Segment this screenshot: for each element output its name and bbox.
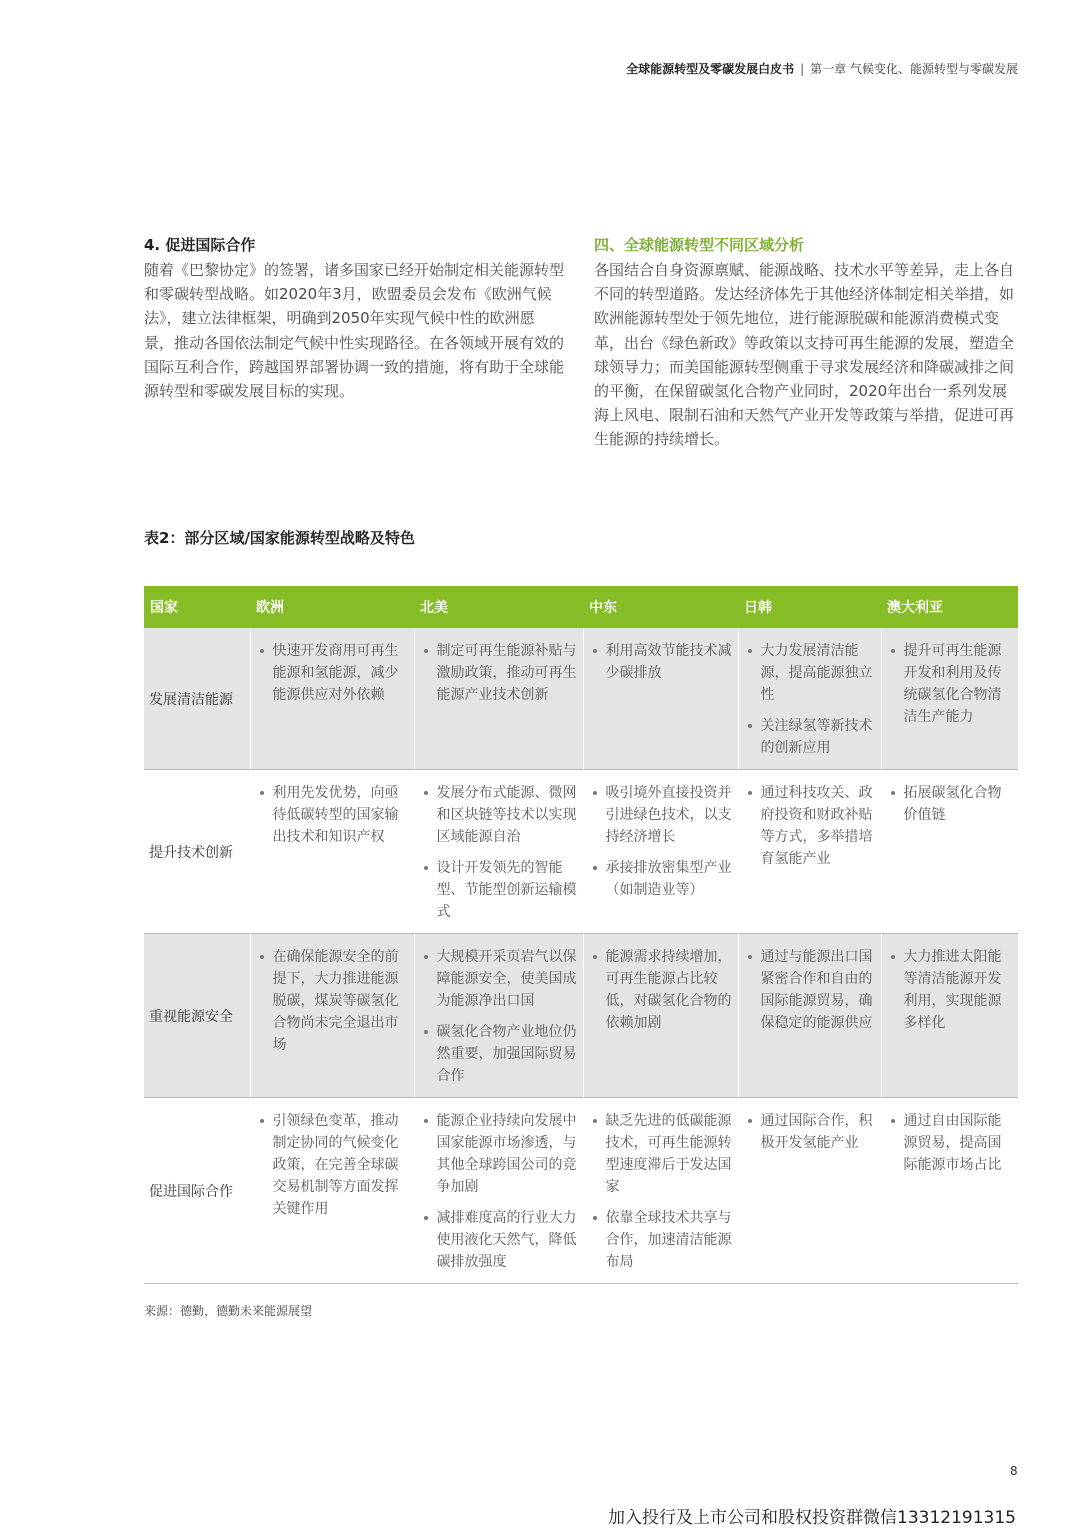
bullet-item: 大力发展清洁能源，提高能源独立性 (745, 640, 875, 706)
table-cell (583, 1098, 738, 1284)
bullet-item: 在确保能源安全的前提下，大力推进能源脱碳，煤炭等碳氢化合物尚未完全退出市场 (257, 946, 408, 1056)
bullet-item: 通过自由国际能源贸易，提高国际能源市场占比 (888, 1110, 1013, 1176)
header-separator: | (800, 62, 805, 76)
table-cell (250, 934, 414, 1098)
header-australia: 澳大利亚 (881, 586, 1018, 628)
bullet-item: 引领绿色变革，推动制定协同的气候变化政策，在完善全球碳交易机制等方面发挥关键作用 (257, 1110, 408, 1220)
table-header-row (144, 586, 1018, 628)
section-body-regional-analysis: 各国结合自身资源禀赋、能源战略、技术水平等差异，走上各自不同的转型道路。发达经济体先于其他经济体制定相关举措，如欧洲能源转型处于领先地位，进行能源脱碳和能源消费模式变革，出台《绿色新政》等政策以支持可再生能源的发展，塑造全球领导力；而美国能源转型侧重于寻求发展经济和降碳减排之间的平衡，在保留碳氢化合物产业同时，2020年出台一系列发展海上风电、限制石油和天然气产业开发等政策与举措，促进可再生能源的持续增长。 (594, 261, 1015, 449)
table-row (144, 934, 1018, 1098)
bullet-item: 通过与能源出口国紧密合作和自由的国际能源贸易，确保稳定的能源供应 (745, 946, 875, 1034)
bullet-item: 发展分布式能源、微网和区块链等技术以实现区域能源自治 (421, 782, 577, 848)
bullet-item: 利用先发优势，向亟待低碳转型的国家输出技术和知识产权 (257, 782, 408, 848)
table-cell (881, 770, 1018, 934)
table-cell (583, 628, 738, 770)
table-cell (881, 934, 1018, 1098)
header-country: 国家 (144, 586, 250, 628)
bullet-item: 大力推进太阳能等清洁能源开发利用，实现能源多样化 (888, 946, 1013, 1034)
table-cell (881, 628, 1018, 770)
table-row (144, 770, 1018, 934)
footer-watermark-note: 加入投行及上市公司和股权投资群微信13312191315 (608, 1508, 1016, 1528)
bullet-item: 依靠全球技术共享与合作，加速清洁能源布局 (590, 1207, 732, 1273)
table-cell (738, 1098, 881, 1284)
table-cell (583, 934, 738, 1098)
table-cell (414, 934, 583, 1098)
bullet-item: 制定可再生能源补贴与激励政策，推动可再生能源产业技术创新 (421, 640, 577, 706)
right-column (594, 234, 1016, 452)
left-column (144, 234, 564, 403)
bullet-item: 缺乏先进的低碳能源技术，可再生能源转型速度滞后于发达国家 (590, 1110, 732, 1198)
header-north-america: 北美 (414, 586, 583, 628)
header-japan-korea: 日韩 (738, 586, 881, 628)
table-cell (738, 628, 881, 770)
running-header (626, 60, 1018, 77)
bullet-item: 利用高效节能技术减少碳排放 (590, 640, 732, 684)
bullet-item: 吸引境外直接投资并引进绿色技术，以支持经济增长 (590, 782, 732, 848)
table-row (144, 628, 1018, 770)
table-cell (414, 1098, 583, 1284)
bullet-item: 提升可再生能源开发和利用及传统碳氢化合物清洁生产能力 (888, 640, 1013, 728)
bullet-item: 通过科技攻关、政府投资和财政补贴等方式，多举措培育氢能产业 (745, 782, 875, 870)
table-cell (583, 770, 738, 934)
book-title: 全球能源转型及零碳发展白皮书 (626, 62, 795, 76)
strategy-table (144, 586, 1018, 1284)
bullet-item: 大规模开采页岩气以保障能源安全，使美国成为能源净出口国 (421, 946, 577, 1012)
chapter-title: 第一章 气候变化、能源转型与零碳发展 (810, 62, 1018, 76)
header-middle-east: 中东 (583, 586, 738, 628)
table-cell (738, 934, 881, 1098)
bullet-item: 设计开发领先的智能型、节能型创新运输模式 (421, 857, 577, 923)
bullet-item: 减排难度高的行业大力使用液化天然气，降低碳排放强度 (421, 1207, 577, 1273)
page-number: 8 (1010, 1464, 1018, 1478)
bullet-item: 关注绿氢等新技术的创新应用 (745, 715, 875, 759)
section-heading-cooperation: 4. 促进国际合作 (144, 236, 256, 254)
section-heading-regional-analysis: 四、全球能源转型不同区域分析 (594, 236, 805, 254)
header-europe: 欧洲 (250, 586, 414, 628)
table-cell (250, 770, 414, 934)
table-cell (414, 770, 583, 934)
table-row (144, 1098, 1018, 1284)
bullet-item: 能源需求持续增加，可再生能源占比较低，对碳氢化合物的依赖加剧 (590, 946, 732, 1034)
row-label: 促进国际合作 (144, 1098, 250, 1284)
bullet-item: 通过国际合作，积极开发氢能产业 (745, 1110, 875, 1154)
table-cell (250, 1098, 414, 1284)
section-body-cooperation: 随着《巴黎协定》的签署，诸多国家已经开始制定相关能源转型和零碳转型战略。如2020年3月，欧盟委员会发布《欧洲气候法》，建立法律框架，明确到2050年实现气候中性的欧洲愿景，推动各国依法制定气候中性实现路径。在各领域开展有效的国际互利合作，跨越国界部署协调一致的措施，将有助于全球能源转型和零碳发展目标的实现。 (144, 261, 565, 401)
table-cell (738, 770, 881, 934)
bullet-item: 承接排放密集型产业（如制造业等） (590, 857, 732, 901)
row-label: 重视能源安全 (144, 934, 250, 1098)
bullet-item: 快速开发商用可再生能源和氢能源，减少能源供应对外依赖 (257, 640, 408, 706)
table-cell (881, 1098, 1018, 1284)
bullet-item: 拓展碳氢化合物价值链 (888, 782, 1013, 826)
bullet-item: 能源企业持续向发展中国家能源市场渗透，与其他全球跨国公司的竞争加剧 (421, 1110, 577, 1198)
row-label: 提升技术创新 (144, 770, 250, 934)
bullet-item: 碳氢化合物产业地位仍然重要，加强国际贸易合作 (421, 1021, 577, 1087)
table-cell (250, 628, 414, 770)
source-note: 来源：德勤，德勤未来能源展望 (144, 1304, 313, 1318)
table-cell (414, 628, 583, 770)
row-label: 发展清洁能源 (144, 628, 250, 770)
table-caption: 表2：部分区域/国家能源转型战略及特色 (144, 529, 415, 547)
